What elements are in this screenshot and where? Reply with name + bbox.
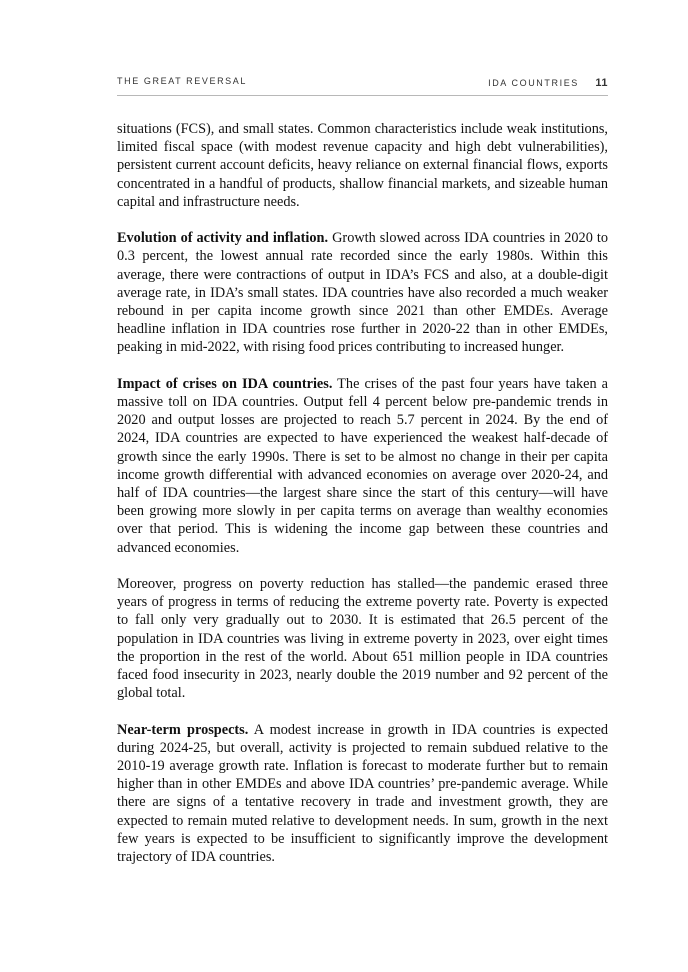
paragraph-text: Moreover, progress on poverty reduction has stalled—the pandemic erased three years of progress in terms of reducing the extreme poverty rate. Poverty is expected to fall only very gradually out to 2030. It is estimated that 26.5 percent of the population in IDA countries was living in extreme poverty in 2023, over eight times the proportion in the rest of the world. About 651 million people in IDA countries faced food insecurity in 2023, nearly double the 2019 number and 92 percent of the global total.	[117, 576, 608, 702]
paragraph-text: situations (FCS), and small states. Common characteristics include weak institutions, limited fiscal space (with modest revenue capacity and high debt vulnerabilities), persistent current account deficits, heavy reliance on external financial flows, exports concentrated in a handful of products, shallow financial markets, and sizeable human capital and infrastructure needs.	[117, 121, 608, 210]
header-right	[488, 74, 608, 92]
paragraph-near-term-prospects	[117, 721, 608, 867]
paragraph-text: A modest increase in growth in IDA countries is expected during 2024-25, but overall, activity is projected to remain subdued relative to the 2010-19 average growth rate. Inflation is forecast to moderate further but to remain higher than in other EMDEs and above IDA countries’ pre-pandemic average. While there are signs of a tentative recovery in trade and investment growth, they are expected to remain muted relative to development needs. In sum, growth in the next few years is expected to be insufficient to significantly improve the development trajectory of IDA countries.	[117, 721, 608, 866]
paragraph-lead-heading: Impact of crises on IDA countries.	[117, 375, 333, 392]
paragraph-continuation	[117, 120, 608, 211]
paragraph-lead-heading: Evolution of activity and inflation.	[117, 230, 329, 247]
running-title: THE GREAT REVERSAL	[117, 76, 247, 86]
paragraph-impact-of-crises	[117, 375, 608, 557]
body-text	[117, 120, 608, 884]
paragraph-text: Growth slowed across IDA countries in 2020 to 0.3 percent, the lowest annual rate recorded since the early 1980s. Within this average, there were contractions of output in IDA’s FCS and also, at a double-digit average rate, in IDA’s small states. IDA countries have also recorded a much weaker rebound in per capita income growth since 2021 than other EMDEs. Average headline inflation in IDA countries rose further in 2020-22 than in other EMDEs, peaking in mid-2022, with rising food prices contributing to increased hunger.	[117, 230, 608, 356]
paragraph-text: The crises of the past four years have taken a massive toll on IDA countries. Output fell 4 percent below pre-pandemic trends in 2020 and output losses are projected to reach 5.7 percent in 2024. By the end of 2024, IDA countries are expected to have experienced the weakest half-decade of growth since the early 1990s. There is set to be almost no change in their per capita income growth differential with advanced economies on average over 2020-24, and half of IDA countries—the largest share since the start of this century—will have been growing more slowly in per capita terms on average than wealthy economies over that period. This is widening the income gap between these countries and advanced economies.	[117, 375, 608, 556]
page-number: 11	[595, 76, 608, 89]
paragraph-poverty-reduction	[117, 575, 608, 702]
page-header	[117, 73, 608, 96]
section-label: IDA COUNTRIES	[488, 77, 579, 88]
paragraph-evolution-of-activity	[117, 229, 608, 356]
paragraph-lead-heading: Near-term prospects.	[117, 721, 249, 738]
